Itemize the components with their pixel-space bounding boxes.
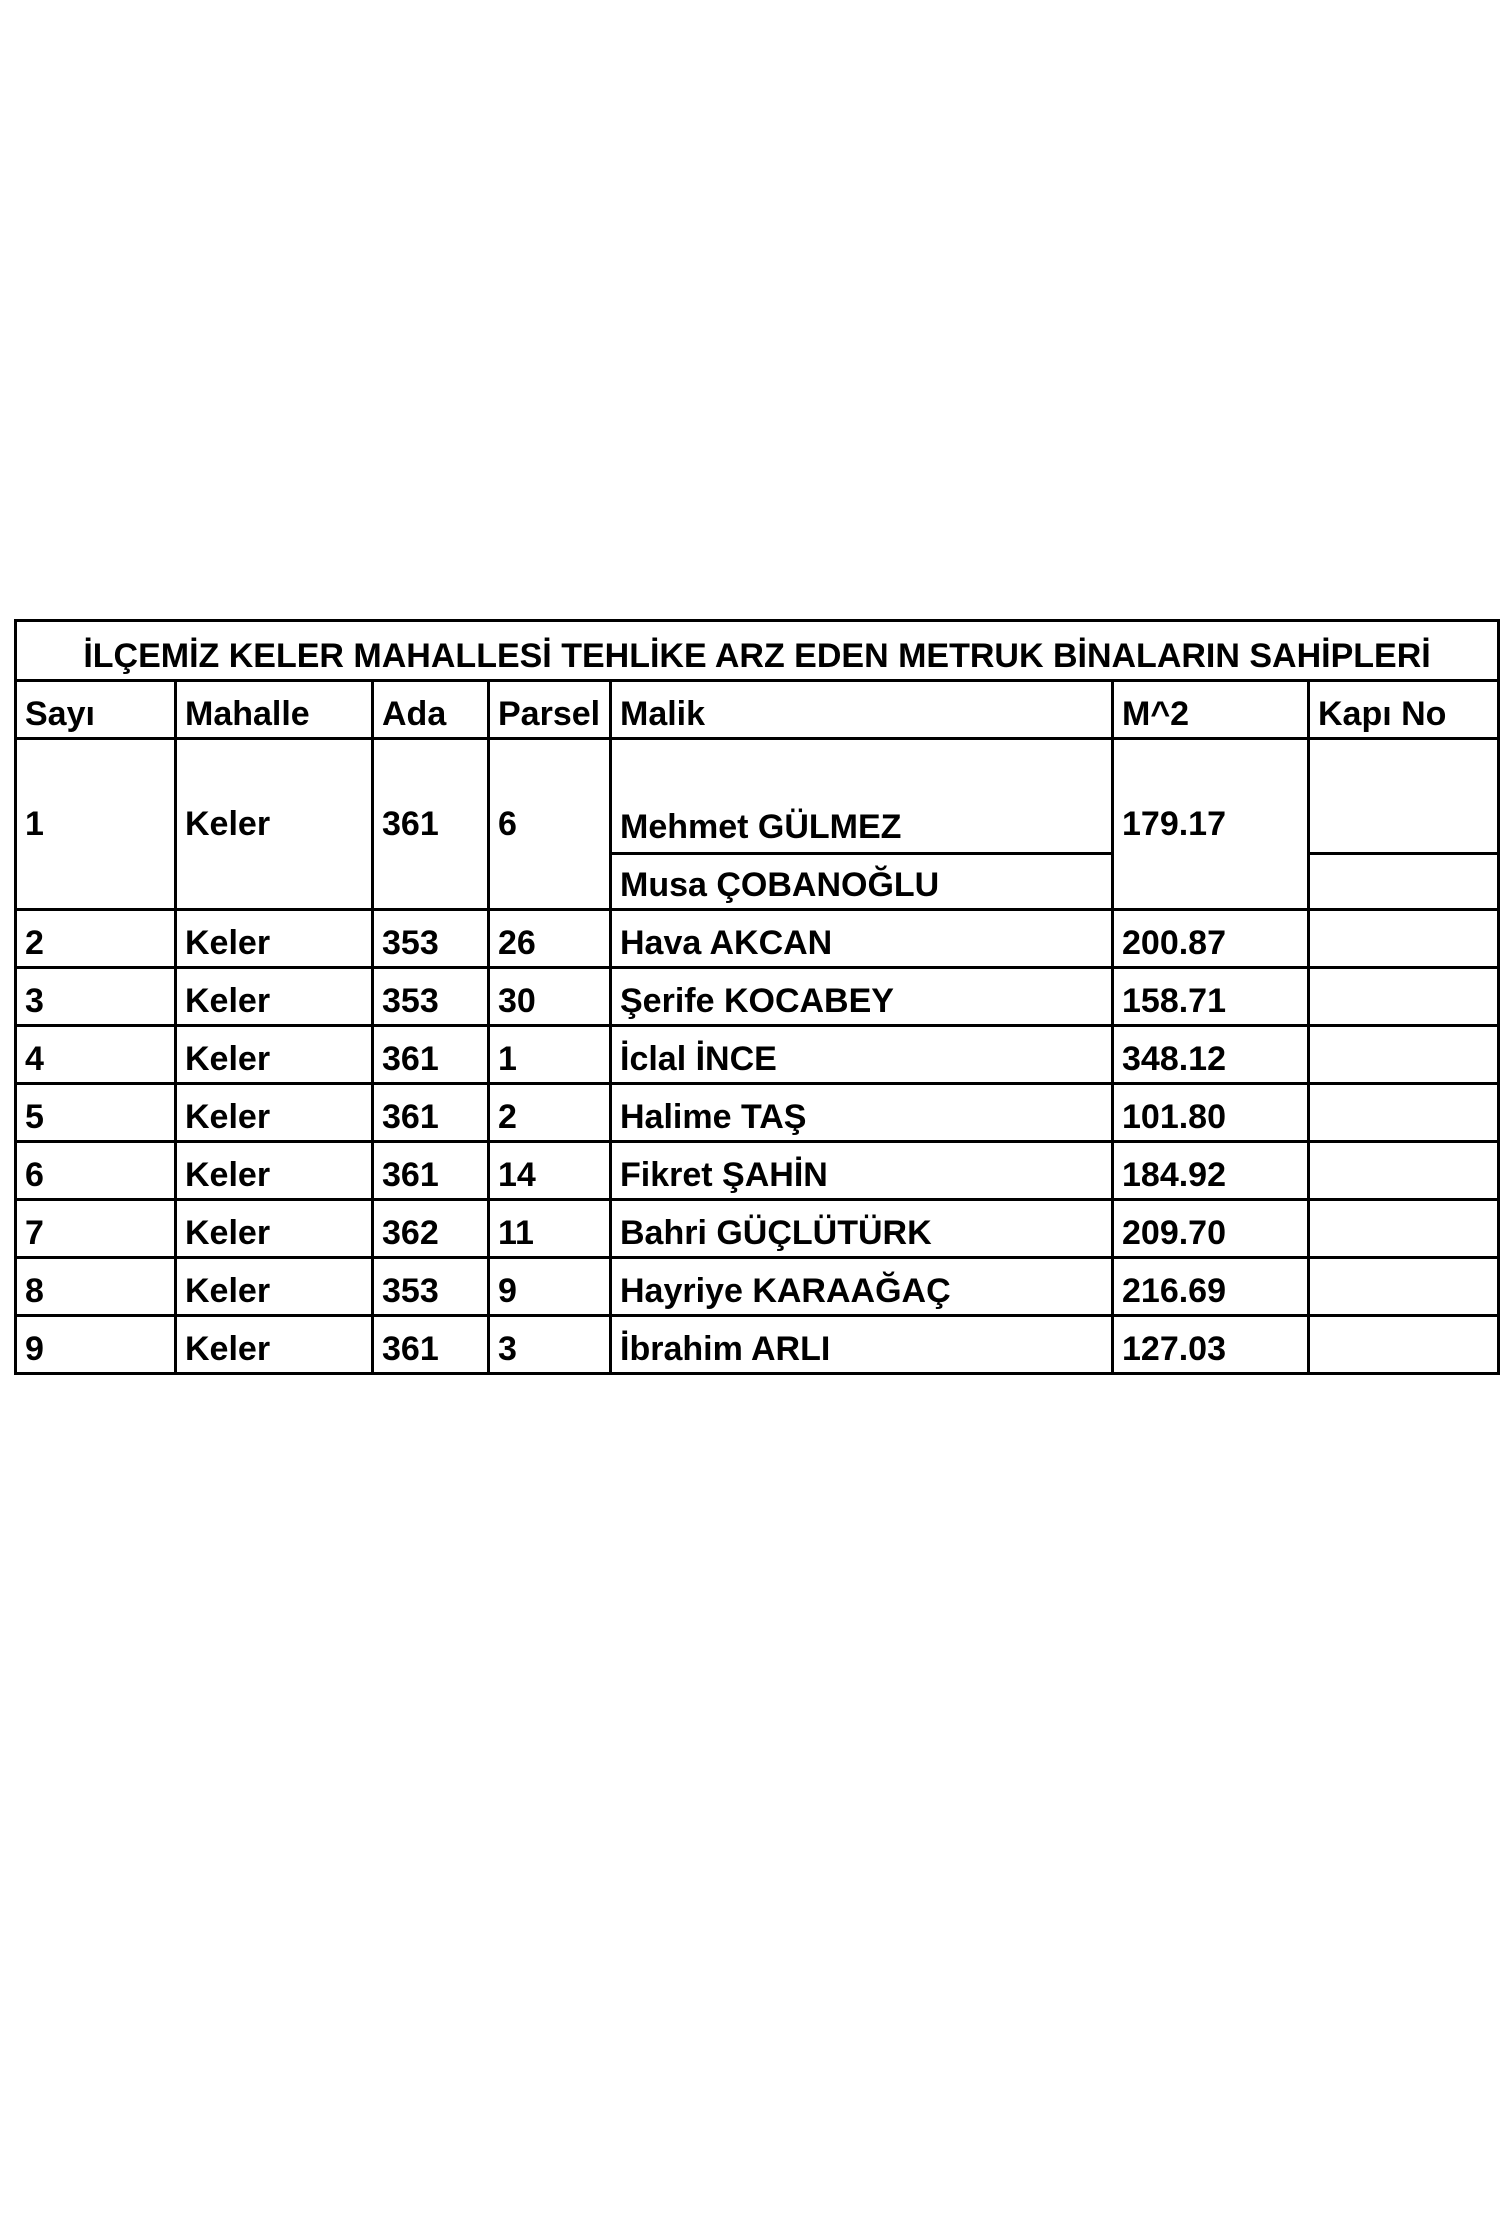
cell-mahalle: Keler bbox=[176, 1084, 373, 1142]
cell-malik: Hayriye KARAAĞAÇ bbox=[611, 1258, 1113, 1316]
cell-ada: 361 bbox=[373, 1316, 489, 1374]
cell-kapi-no bbox=[1309, 1026, 1499, 1084]
table-row bbox=[16, 1316, 1499, 1374]
cell-mahalle: Keler bbox=[176, 968, 373, 1026]
cell-malik: Musa ÇOBANOĞLU bbox=[611, 854, 1113, 910]
cell-sayi: 9 bbox=[16, 1316, 176, 1374]
cell-kapi-no bbox=[1309, 1142, 1499, 1200]
cell-malik: Bahri GÜÇLÜTÜRK bbox=[611, 1200, 1113, 1258]
cell-ada: 353 bbox=[373, 910, 489, 968]
cell-parsel: 9 bbox=[489, 1258, 611, 1316]
cell-parsel: 26 bbox=[489, 910, 611, 968]
table-row bbox=[16, 1200, 1499, 1258]
cell-malik: İclal İNCE bbox=[611, 1026, 1113, 1084]
cell-parsel: 2 bbox=[489, 1084, 611, 1142]
cell-malik: Şerife KOCABEY bbox=[611, 968, 1113, 1026]
title-row bbox=[16, 621, 1499, 681]
cell-m2: 101.80 bbox=[1113, 1084, 1309, 1142]
cell-ada: 361 bbox=[373, 1026, 489, 1084]
header-kapi-no: Kapı No bbox=[1309, 681, 1499, 739]
cell-sayi: 3 bbox=[16, 968, 176, 1026]
cell-kapi-no bbox=[1309, 854, 1499, 910]
header-row bbox=[16, 681, 1499, 739]
cell-m2: 184.92 bbox=[1113, 1142, 1309, 1200]
cell-ada: 362 bbox=[373, 1200, 489, 1258]
cell-ada: 361 bbox=[373, 1084, 489, 1142]
header-mahalle: Mahalle bbox=[176, 681, 373, 739]
header-parsel: Parsel bbox=[489, 681, 611, 739]
header-malik: Malik bbox=[611, 681, 1113, 739]
table-row bbox=[16, 1142, 1499, 1200]
cell-sayi: 5 bbox=[16, 1084, 176, 1142]
cell-mahalle: Keler bbox=[176, 1258, 373, 1316]
cell-sayi: 8 bbox=[16, 1258, 176, 1316]
cell-parsel: 14 bbox=[489, 1142, 611, 1200]
table-row bbox=[16, 1084, 1499, 1142]
cell-malik: Halime TAŞ bbox=[611, 1084, 1113, 1142]
cell-sayi: 2 bbox=[16, 910, 176, 968]
cell-kapi-no bbox=[1309, 1084, 1499, 1142]
cell-malik: Mehmet GÜLMEZ bbox=[611, 739, 1113, 854]
cell-m2: 158.71 bbox=[1113, 968, 1309, 1026]
cell-parsel: 30 bbox=[489, 968, 611, 1026]
cell-sayi: 7 bbox=[16, 1200, 176, 1258]
header-ada: Ada bbox=[373, 681, 489, 739]
cell-parsel: 3 bbox=[489, 1316, 611, 1374]
header-m2: M^2 bbox=[1113, 681, 1309, 739]
cell-malik: İbrahim ARLI bbox=[611, 1316, 1113, 1374]
cell-m2: 200.87 bbox=[1113, 910, 1309, 968]
cell-kapi-no bbox=[1309, 968, 1499, 1026]
cell-m2: 127.03 bbox=[1113, 1316, 1309, 1374]
cell-ada: 353 bbox=[373, 1258, 489, 1316]
cell-kapi-no bbox=[1309, 1258, 1499, 1316]
cell-m2: 209.70 bbox=[1113, 1200, 1309, 1258]
header-sayi: Sayı bbox=[16, 681, 176, 739]
cell-ada: 361 bbox=[373, 1142, 489, 1200]
cell-mahalle: Keler bbox=[176, 910, 373, 968]
cell-parsel: 1 bbox=[489, 1026, 611, 1084]
cell-mahalle: Keler bbox=[176, 1316, 373, 1374]
owners-table bbox=[14, 619, 1500, 1375]
table-title: İLÇEMİZ KELER MAHALLESİ TEHLİKE ARZ EDEN METRUK BİNALARIN SAHİPLERİ bbox=[16, 621, 1499, 681]
cell-m2: 348.12 bbox=[1113, 1026, 1309, 1084]
cell-m2: 179.17 bbox=[1113, 739, 1309, 910]
cell-mahalle: Keler bbox=[176, 1200, 373, 1258]
cell-m2: 216.69 bbox=[1113, 1258, 1309, 1316]
cell-malik: Hava AKCAN bbox=[611, 910, 1113, 968]
cell-sayi: 4 bbox=[16, 1026, 176, 1084]
cell-parsel: 6 bbox=[489, 739, 611, 910]
cell-kapi-no bbox=[1309, 739, 1499, 854]
cell-ada: 353 bbox=[373, 968, 489, 1026]
table-row bbox=[16, 1026, 1499, 1084]
table-row bbox=[16, 1258, 1499, 1316]
table-row bbox=[16, 739, 1499, 854]
cell-kapi-no bbox=[1309, 1200, 1499, 1258]
cell-kapi-no bbox=[1309, 910, 1499, 968]
cell-ada: 361 bbox=[373, 739, 489, 910]
cell-sayi: 1 bbox=[16, 739, 176, 910]
table-row bbox=[16, 910, 1499, 968]
cell-parsel: 11 bbox=[489, 1200, 611, 1258]
cell-sayi: 6 bbox=[16, 1142, 176, 1200]
table-row bbox=[16, 968, 1499, 1026]
cell-mahalle: Keler bbox=[176, 1026, 373, 1084]
cell-malik: Fikret ŞAHİN bbox=[611, 1142, 1113, 1200]
cell-mahalle: Keler bbox=[176, 739, 373, 910]
cell-mahalle: Keler bbox=[176, 1142, 373, 1200]
cell-kapi-no bbox=[1309, 1316, 1499, 1374]
